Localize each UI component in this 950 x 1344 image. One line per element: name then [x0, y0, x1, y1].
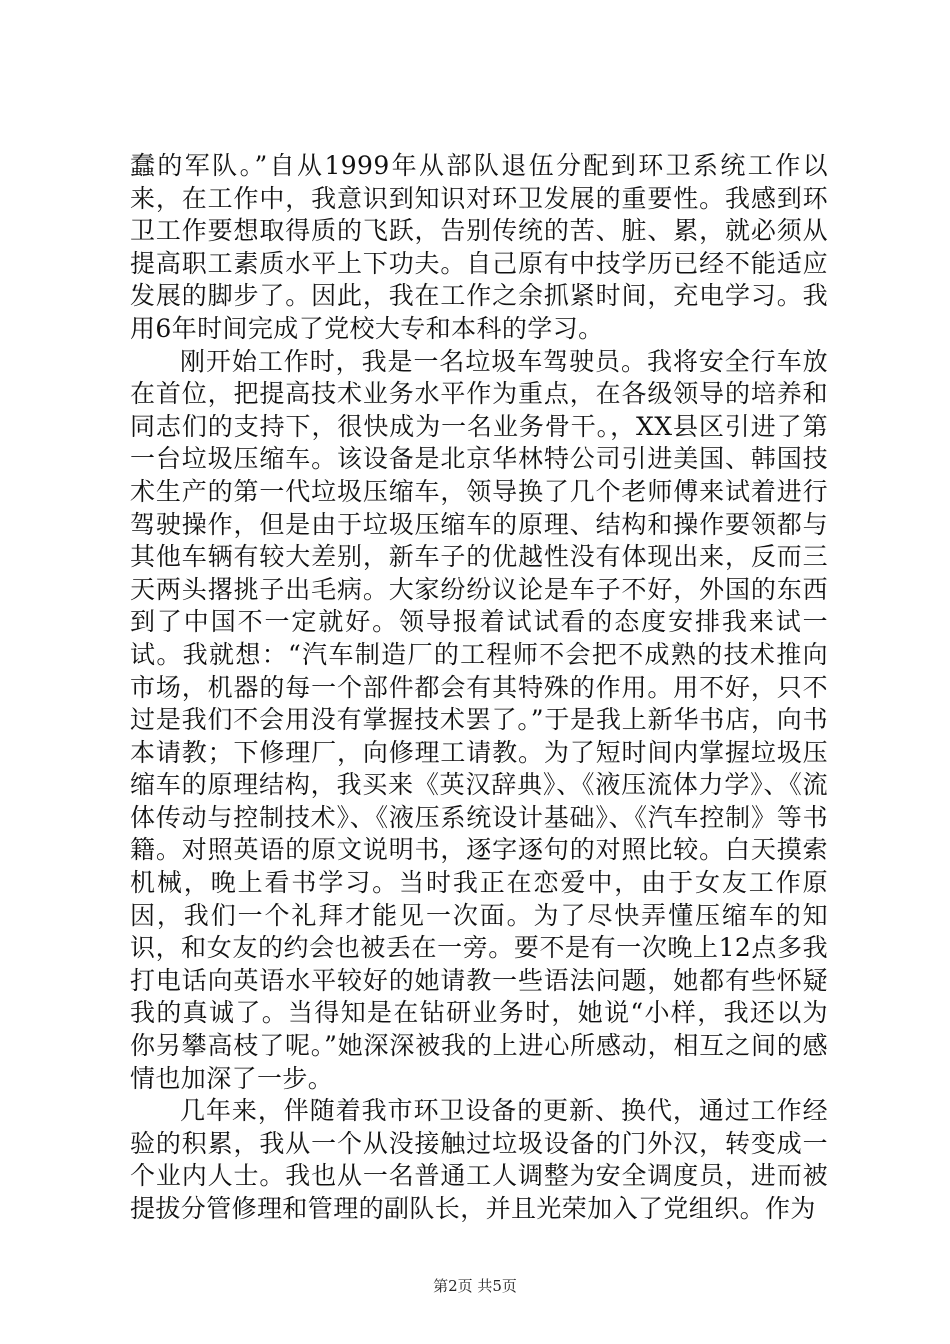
- document-body: [130, 150, 828, 1226]
- page-number-footer: 第2页 共5页: [433, 1277, 517, 1295]
- paragraph-3: 几年来，伴随着我市环卫设备的更新、换代，通过工作经验的积累，我从一个从没接触过垃圾设备的门外汉，转变成一个业内人士。我也从一名普通工人调整为安全调度员，进而被提拔分管修理和管理的副队长，并且光荣加入了党组织。作为: [130, 1096, 828, 1223]
- paragraph-1: 蠢的军队。”自从1999年从部队退伍分配到环卫系统工作以来，在工作中，我意识到知识对环卫发展的重要性。我感到环卫工作要想取得质的飞跃，告别传统的苦、脏、累，就必须从提高职工素质水平上下功夫。自己原有中技学历已经不能适应发展的脚步了。因此，我在工作之余抓紧时间，充电学习。我用6年时间完成了党校大专和本科的学习。: [130, 151, 828, 343]
- paragraph-2: 刚开始工作时，我是一名垃圾车驾驶员。我将安全行车放在首位，把提高技术业务水平作为重点，在各级领导的培养和同志们的支持下，很快成为一名业务骨干。，XX县区引进了第一台垃圾压缩车。该设备是北京华林特公司引进美国、韩国技术生产的第一代垃圾压缩车，领导换了几个老师傅来试着进行驾驶操作，但是由于垃圾压缩车的原理、结构和操作要领都与其他车辆有较大差别，新车子的优越性没有体现出来，反而三天两头撂挑子出毛病。大家纷纷议论是车子不好，外国的东西到了中国不一定就好。领导报着试试看的态度安排我来试一试。我就想：“汽车制造厂的工程师不会把不成熟的技术推向市场，机器的每一个部件都会有其特殊的作用。用不好，只不过是我们不会用没有掌握技术罢了。”于是我上新华书店，向书本请教；下修理厂，向修理工请教。为了短时间内掌握垃圾压缩车的原理结构，我买来《英汉辞典》、《液压流体力学》、《流体传动与控制技术》、《液压系统设计基础》、《汽车控制》等书籍。对照英语的原文说明书，逐字逐句的对照比较。白天摸索机械，晚上看书学习。当时我正在恋爱中，由于女友工作原因，我们一个礼拜才能见一次面。为了尽快弄懂压缩车的知识，和女友的约会也被丢在一旁。要不是有一次晚上12点多我打电话向英语水平较好的她请教一些语法问题，她都有些怀疑我的真诚了。当得知是在钻研业务时，她说“小样，我还以为你另攀高枝了呢。”她深深被我的上进心所感动，相互之间的感情也加深了一步。: [130, 346, 828, 1093]
